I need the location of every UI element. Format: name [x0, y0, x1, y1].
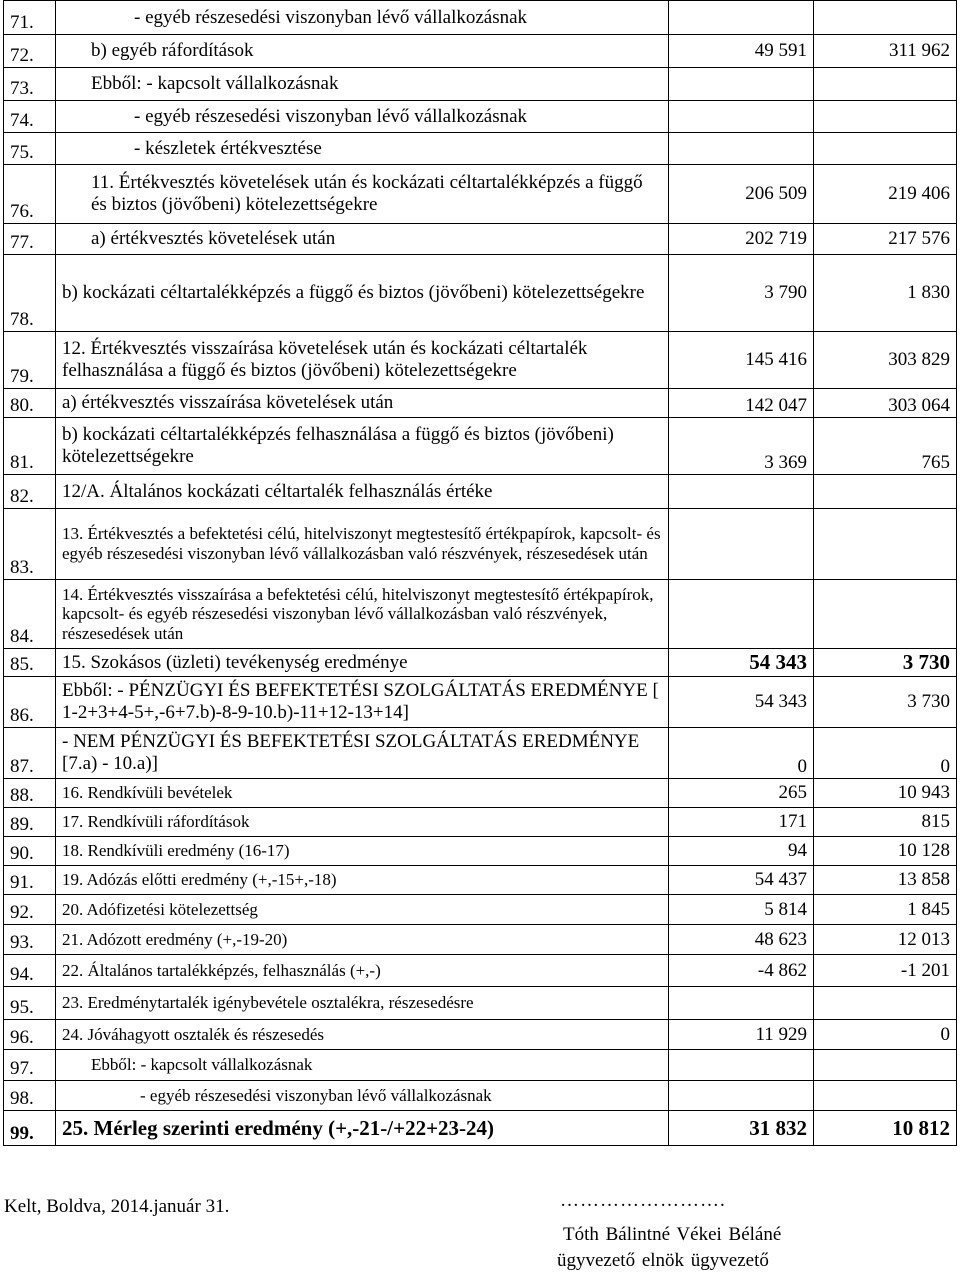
row-number: 79. [4, 332, 56, 389]
row-label: a) értékvesztés visszaírása követelések után [56, 389, 669, 418]
signatory-titles: ügyvezető elnök ügyvezető [557, 1250, 769, 1271]
row-label: 25. Mérleg szerinti eredmény (+,-21-/+22+23-24) [56, 1111, 669, 1146]
table-row [4, 1020, 957, 1050]
current-year-value: 54 343 [669, 677, 814, 728]
table-row [4, 580, 957, 649]
current-year-value: 94 [669, 837, 814, 866]
row-label: 19. Adózás előtti eredmény (+,-15+,-18) [56, 866, 669, 895]
previous-year-value: 219 406 [814, 165, 957, 224]
previous-year-value: 10 812 [814, 1111, 957, 1146]
row-number: 93. [4, 925, 56, 955]
previous-year-value: 0 [814, 728, 957, 779]
table-row [4, 475, 957, 509]
row-number: 84. [4, 580, 56, 649]
row-label: 13. Értékvesztés a befektetési célú, hitelviszonyt megtestesítő értékpapírok, kapcsolt- és egyéb részesedési viszonyban lévő vállalkozásban való részvények, részesedések után [56, 509, 669, 580]
previous-year-value: 303 064 [814, 389, 957, 418]
table-row [4, 808, 957, 837]
table-row [4, 1111, 957, 1146]
table-row [4, 895, 957, 925]
row-label: 15. Szokásos (üzleti) tevékenység eredménye [56, 649, 669, 677]
row-number: 88. [4, 779, 56, 808]
current-year-value: 3 369 [669, 418, 814, 475]
table-row [4, 389, 957, 418]
current-year-value [669, 1050, 814, 1081]
row-label: 17. Rendkívüli ráfordítások [56, 808, 669, 837]
current-year-value: 5 814 [669, 895, 814, 925]
previous-year-value: 815 [814, 808, 957, 837]
row-label: 22. Általános tartalékképzés, felhasználás (+,-) [56, 955, 669, 987]
row-label: - egyéb részesedési viszonyban lévő vállalkozásnak [56, 1081, 669, 1111]
table-body [4, 1, 957, 1146]
current-year-value [669, 987, 814, 1020]
previous-year-value: 1 845 [814, 895, 957, 925]
row-number: 95. [4, 987, 56, 1020]
row-label: 11. Értékvesztés követelések után és kockázati céltartalékképzés a függő és biztos (jövőbeni) kötelezettségekre [56, 165, 669, 224]
row-number: 76. [4, 165, 56, 224]
row-label: b) kockázati céltartalékképzés felhasználása a függő és biztos (jövőbeni) kötelezettségekre [56, 418, 669, 475]
current-year-value [669, 1, 814, 35]
table-row [4, 165, 957, 224]
current-year-value [669, 509, 814, 580]
row-label: 12. Értékvesztés visszaírása követelések után és kockázati céltartalék felhasználása a függő és biztos (jövőbeni) kötelezettségekre [56, 332, 669, 389]
row-label: 21. Adózott eredmény (+,-19-20) [56, 925, 669, 955]
current-year-value [669, 68, 814, 101]
row-number: 91. [4, 866, 56, 895]
row-number: 77. [4, 224, 56, 255]
previous-year-value: 10 943 [814, 779, 957, 808]
current-year-value: 49 591 [669, 35, 814, 68]
table-row [4, 224, 957, 255]
row-number: 87. [4, 728, 56, 779]
current-year-value: 48 623 [669, 925, 814, 955]
row-label: b) kockázati céltartalékképzés a függő és biztos (jövőbeni) kötelezettségekre [56, 255, 669, 332]
table-row [4, 728, 957, 779]
income-statement-table [3, 0, 957, 1146]
table-row [4, 332, 957, 389]
previous-year-value [814, 509, 957, 580]
current-year-value: 11 929 [669, 1020, 814, 1050]
row-number: 73. [4, 68, 56, 101]
row-label: - egyéb részesedési viszonyban lévő vállalkozásnak [56, 1, 669, 35]
row-number: 81. [4, 418, 56, 475]
row-number: 97. [4, 1050, 56, 1081]
table-row [4, 418, 957, 475]
previous-year-value [814, 1050, 957, 1081]
row-number: 92. [4, 895, 56, 925]
table-row [4, 987, 957, 1020]
row-label: 20. Adófizetési kötelezettség [56, 895, 669, 925]
table-row [4, 101, 957, 133]
current-year-value: -4 862 [669, 955, 814, 987]
table-row [4, 925, 957, 955]
table-row [4, 35, 957, 68]
row-number: 94. [4, 955, 56, 987]
row-number: 96. [4, 1020, 56, 1050]
row-label: Ebből: - kapcsolt vállalkozásnak [56, 1050, 669, 1081]
row-label: 16. Rendkívüli bevételek [56, 779, 669, 808]
current-year-value: 206 509 [669, 165, 814, 224]
table-row [4, 1081, 957, 1111]
row-number: 98. [4, 1081, 56, 1111]
row-label: b) egyéb ráfordítások [56, 35, 669, 68]
row-label: Ebből: - kapcsolt vállalkozásnak [56, 68, 669, 101]
row-number: 71. [4, 1, 56, 35]
row-label: - NEM PÉNZÜGYI ÉS BEFEKTETÉSI SZOLGÁLTATÁS EREDMÉNYE [7.a) - 10.a)] [56, 728, 669, 779]
current-year-value: 265 [669, 779, 814, 808]
current-year-value: 142 047 [669, 389, 814, 418]
previous-year-value: -1 201 [814, 955, 957, 987]
previous-year-value: 12 013 [814, 925, 957, 955]
previous-year-value: 1 830 [814, 255, 957, 332]
row-label: 14. Értékvesztés visszaírása a befektetési célú, hitelviszonyt megtestesítő értékpapírok, kapcsolt- és egyéb részesedési viszonyban lévő vállalkozásban való részvények, részesedések után [56, 580, 669, 649]
row-number: 86. [4, 677, 56, 728]
row-number: 74. [4, 101, 56, 133]
previous-year-value: 303 829 [814, 332, 957, 389]
previous-year-value: 3 730 [814, 677, 957, 728]
current-year-value: 54 343 [669, 649, 814, 677]
previous-year-value: 3 730 [814, 649, 957, 677]
previous-year-value [814, 133, 957, 165]
row-label: Ebből: - PÉNZÜGYI ÉS BEFEKTETÉSI SZOLGÁLTATÁS EREDMÉNYE [ 1-2+3+4-5+,-6+7.b)-8-9-10.b)-11+12-13+14] [56, 677, 669, 728]
current-year-value: 54 437 [669, 866, 814, 895]
table-row [4, 779, 957, 808]
current-year-value [669, 1081, 814, 1111]
table-row [4, 1050, 957, 1081]
previous-year-value: 10 128 [814, 837, 957, 866]
current-year-value: 31 832 [669, 1111, 814, 1146]
current-year-value [669, 475, 814, 509]
row-number: 85. [4, 649, 56, 677]
previous-year-value [814, 101, 957, 133]
table-row [4, 649, 957, 677]
table-row [4, 866, 957, 895]
previous-year-value: 13 858 [814, 866, 957, 895]
row-label: - készletek értékvesztése [56, 133, 669, 165]
previous-year-value: 311 962 [814, 35, 957, 68]
current-year-value [669, 580, 814, 649]
current-year-value: 202 719 [669, 224, 814, 255]
row-number: 83. [4, 509, 56, 580]
current-year-value: 145 416 [669, 332, 814, 389]
previous-year-value: 0 [814, 1020, 957, 1050]
signature-line: ……………………. [560, 1190, 726, 1211]
table-row [4, 68, 957, 101]
previous-year-value: 217 576 [814, 224, 957, 255]
table-row [4, 255, 957, 332]
row-number: 99. [4, 1111, 56, 1146]
table-row [4, 837, 957, 866]
table-row [4, 509, 957, 580]
date-and-place: Kelt, Boldva, 2014.január 31. [4, 1196, 230, 1217]
row-number: 75. [4, 133, 56, 165]
table-row [4, 1, 957, 35]
table-row [4, 133, 957, 165]
previous-year-value [814, 1, 957, 35]
current-year-value: 3 790 [669, 255, 814, 332]
table-row [4, 955, 957, 987]
row-label: 12/A. Általános kockázati céltartalék felhasználás értéke [56, 475, 669, 509]
row-number: 89. [4, 808, 56, 837]
row-number: 80. [4, 389, 56, 418]
row-number: 90. [4, 837, 56, 866]
current-year-value: 171 [669, 808, 814, 837]
previous-year-value: 765 [814, 418, 957, 475]
current-year-value [669, 101, 814, 133]
previous-year-value [814, 987, 957, 1020]
current-year-value: 0 [669, 728, 814, 779]
previous-year-value [814, 580, 957, 649]
previous-year-value [814, 1081, 957, 1111]
row-number: 78. [4, 255, 56, 332]
signatory-names: Tóth Bálintné Vékei Béláné [563, 1224, 782, 1245]
table-row [4, 677, 957, 728]
row-label: 24. Jóváhagyott osztalék és részesedés [56, 1020, 669, 1050]
row-label: - egyéb részesedési viszonyban lévő vállalkozásnak [56, 101, 669, 133]
previous-year-value [814, 475, 957, 509]
row-number: 72. [4, 35, 56, 68]
row-label: 18. Rendkívüli eredmény (16-17) [56, 837, 669, 866]
current-year-value [669, 133, 814, 165]
row-number: 82. [4, 475, 56, 509]
row-label: a) értékvesztés követelések után [56, 224, 669, 255]
row-label: 23. Eredménytartalék igénybevétele osztalékra, részesedésre [56, 987, 669, 1020]
previous-year-value [814, 68, 957, 101]
